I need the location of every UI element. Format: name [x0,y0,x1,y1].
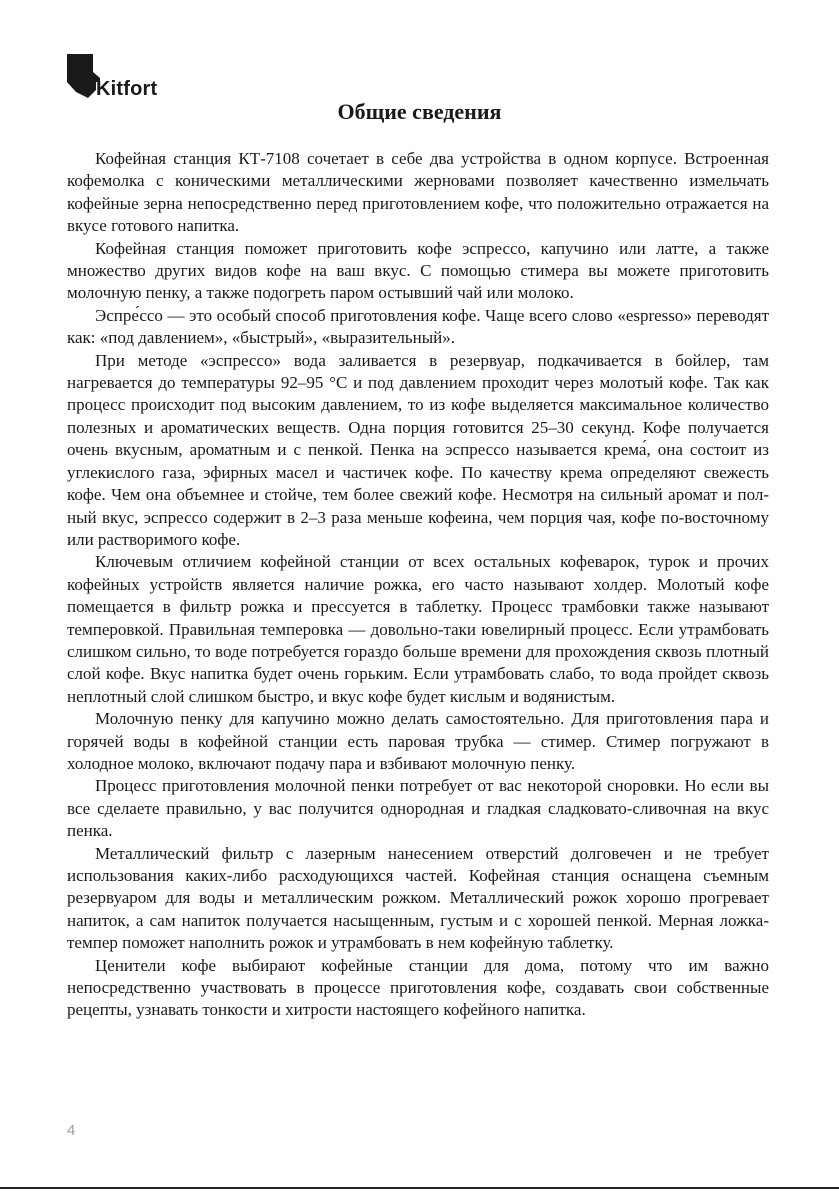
paragraph: Ключевым отличием кофейной станции от всех остальных кофеварок, турок и прочих кофейных устройств является наличие рожка, его часто называют холдер. Молотый кофе помещается в фильтр рожка и прессуется в таблетку. Процесс трамбовки также называют темперовкой. Правильная темперовка — довольно-таки ювелирный процесс. Если утрамбовать слишком сильно, то воде потребуется гораздо больше времени для прохождения сквозь плотный слой кофе. Вкус напитка будет очень горьким. Если утрамбовать слабо, то вода пройдет сквозь неплотный слой слишком быстро, и вкус кофе будет кислым и водянистым. [67,552,769,706]
document-body [67,148,769,1022]
paragraph: Металлический фильтр с лазерным нанесением отверстий долговечен и не требует использования каких-либо расходующихся частей. Кофейная станция оснащена съемным резервуаром для воды и металлическим рожком. Металлический рожок хорошо прогревает напиток, а сам напиток получается насыщенным, густым и с хорошей пенкой. Мерная ложка-темпер поможет наполнить рожок и утрамбовать в нем кофейную таблетку. [67,843,769,953]
brand-logo [66,52,176,102]
paragraph: Кофейная станция КТ-7108 сочетает в себе два устройства в одном корпусе. Встроенная кофемолка с коническими металлическими жерновами позволяет качественно измельчать кофейные зерна непосредственно перед приготовлением кофе, что положительно отражается на вкусе готового напитка. [67,149,769,236]
kitfort-logo-icon [66,52,100,99]
paragraph: Эспре́ссо — это особый способ приготовления кофе. Чаще всего слово «espresso» переводят как: «под давлением», «быстрый», «выразительный». [67,305,769,348]
paragraph: Молочную пенку для капучино можно делать самостоятельно. Для приготовления пара и горячей воды в кофейной станции есть паровая трубка — стимер. Стимер погружают в холодное молоко, включают подачу пара и взбивают молочную пенку. [67,709,769,773]
paragraph: Процесс приготовления молочной пенки потребует от вас некоторой сноровки. Но если вы все сделаете правильно, у вас получится однородная и гладкая сладковато-сливочная на вкус пенка. [67,776,769,841]
brand-name: Kitfort [96,78,158,100]
page-number: 4 [67,1122,76,1139]
page-title: Общие сведения [337,99,502,124]
paragraph: При методе «эспрессо» вода заливается в резервуар, подкачивается в бойлер, там нагревается до температуры 92–95 °C и под давлением проходит через молотый кофе. Так как процесс происходит под высоким давлением, то из кофе выделяется максимальное количество полезных и ароматических веществ. Одна порция готовится 25–30 секунд. Кофе получается очень вкусным, ароматным и с пенкой. Пенка на эспрессо называется крема́, она состоит из углекислого газа, эфирных масел и частичек кофе. По качеству крема определяют свежесть кофе. Чем она объемнее и стойче, тем более свежий кофе. Несмотря на сильный аромат и полный вкус, эспрессо содержит в 2–3 раза меньше кофеина, чем порция чая, кофе по-восточному или растворимого кофе. [67,350,769,549]
page-bottom-divider [0,1187,839,1189]
paragraph: Ценители кофе выбирают кофейные станции для дома, потому что им важно непосредственно участвовать в процессе приготовления кофе, создавать свои собственные рецепты, узнавать тонкости и хитрости настоящего кофейного напитка. [67,955,769,1020]
paragraph: Кофейная станция поможет приготовить кофе эспрессо, капучино или латте, а также множество других видов кофе на ваш вкус. С помощью стимера вы можете приготовить молочную пенку, а также подогреть паром остывший чай или молоко. [67,238,769,303]
